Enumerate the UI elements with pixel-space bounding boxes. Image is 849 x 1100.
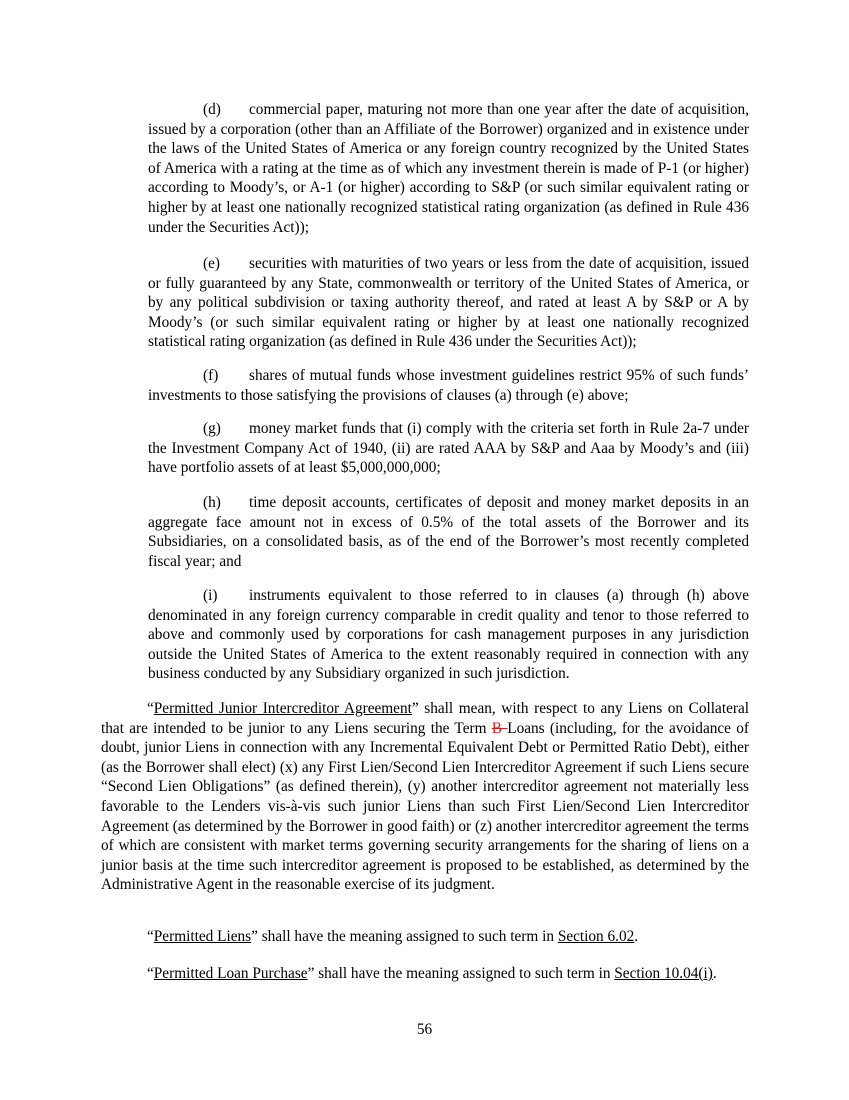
clause-label: (f) <box>203 367 219 384</box>
period: . <box>712 965 717 982</box>
definition-permitted-liens <box>101 927 749 947</box>
struck-text: B <box>491 719 508 737</box>
clause-f <box>148 366 749 405</box>
open-quote: “ <box>147 965 154 982</box>
clause-label: (i) <box>203 587 218 604</box>
page-number: 56 <box>416 1021 433 1038</box>
clause-i <box>148 586 749 684</box>
clause-text: money market funds that (i) comply with the criteria set forth in Rule 2a-7 under the Investment Company Act of 1940, (ii) are rated AAA by S&P and Aaa by Moody’s and (iii) have portfolio assets of at least $5,000,000,000; <box>148 420 749 477</box>
clause-g <box>148 419 749 478</box>
open-quote: “ <box>147 928 154 945</box>
clause-label: (e) <box>203 255 220 272</box>
defined-term: Permitted Liens <box>153 928 252 945</box>
clause-text: commercial paper, maturing not more than one year after the date of acquisition, issued by a corporation (other than an Affiliate of the Borrower) organized and in existence under the laws of the United States of America or any foreign country recognized by the United States of America with a rating at the time as of which any investment therein is made of P-1 (or higher) according to Moody’s, or A-1 (or higher) according to S&P (or such similar equivalent rating or higher by at least one nationally recognized statistical rating organization (as defined in Rule 436 under the Securities Act)); <box>148 101 749 236</box>
clause-text: securities with maturities of two years or less from the date of acquisition, issued or fully guaranteed by any State, commonwealth or territory of the United States of America, or by any political subdivision or taxing authority thereof, and rated at least A by S&P or A by Moody’s (or such similar equivalent rating or higher by at least one nationally recognized statistical rating organization (as defined in Rule 436 under the Securities Act)); <box>148 255 749 351</box>
clause-text: shares of mutual funds whose investment guidelines restrict 95% of such funds’ investments to those satisfying the provisions of clauses (a) through (e) above; <box>148 367 749 404</box>
clause-label: (d) <box>203 101 221 118</box>
clause-text: instruments equivalent to those referred to in clauses (a) through (h) above denominated in any foreign currency comparable in credit quality and tenor to those referred to above and commonly used by corporations for cash management purposes in any jurisdiction outside the United States of America to the extent reasonably required in connection with any business conducted by any Subsidiary organized in such jurisdiction. <box>148 587 749 683</box>
period: . <box>634 928 639 945</box>
clause-label: (h) <box>203 494 221 511</box>
definition-text-continued: Loans (including, for the avoidance of doubt, junior Liens in connection with any Incremental Equivalent Debt or Permitted Ratio Debt), either (as the Borrower shall elect) (x) any First Lien/Second Lien Intercreditor Agreement if such Liens secure “Second Lien Obligations” (as defined therein), (y) another intercreditor agreement not materially less favorable to the Lenders vis-à-vis such junior Liens than such First Lien/Second Lien Intercreditor Agreement (as determined by the Borrower in good faith) or (z) another intercreditor agreement the terms of which are consistent with market terms governing security arrangements for the sharing of liens on a junior basis at the time such intercreditor agreement is proposed to be established, as determined by the Administrative Agent in the reasonable exercise of its judgment. <box>101 719 749 894</box>
definition-text: shall have the meaning assigned to such term in <box>257 928 558 945</box>
section-reference: Section 10.04(i) <box>614 965 713 982</box>
clause-text: time deposit accounts, certificates of deposit and money market deposits in an aggregate face amount not in excess of 0.5% of the total assets of the Borrower and its Subsidiaries, on a consolidated basis, as of the end of the Borrower’s most recently completed fiscal year; and <box>148 494 749 570</box>
definition-permitted-junior-intercreditor-agreement <box>101 699 749 895</box>
definition-text: shall have the meaning assigned to such term in <box>314 965 615 982</box>
clause-label: (g) <box>203 420 221 437</box>
defined-term: Permitted Loan Purchase <box>153 965 308 982</box>
definition-text: shall mean, with respect to any Liens on Collateral that are intended to be junior to any Liens securing the Term <box>101 700 749 737</box>
section-reference: Section 6.02 <box>557 928 635 945</box>
close-quote: ” <box>307 965 315 982</box>
definition-permitted-loan-purchase <box>101 964 749 984</box>
clause-h <box>148 493 749 571</box>
open-quote: “ <box>147 700 154 717</box>
clause-d <box>148 100 749 237</box>
clause-e <box>148 254 749 352</box>
close-quote: ” <box>411 700 419 717</box>
defined-term: Permitted Junior Intercreditor Agreement <box>153 700 412 717</box>
close-quote: ” <box>251 928 258 945</box>
